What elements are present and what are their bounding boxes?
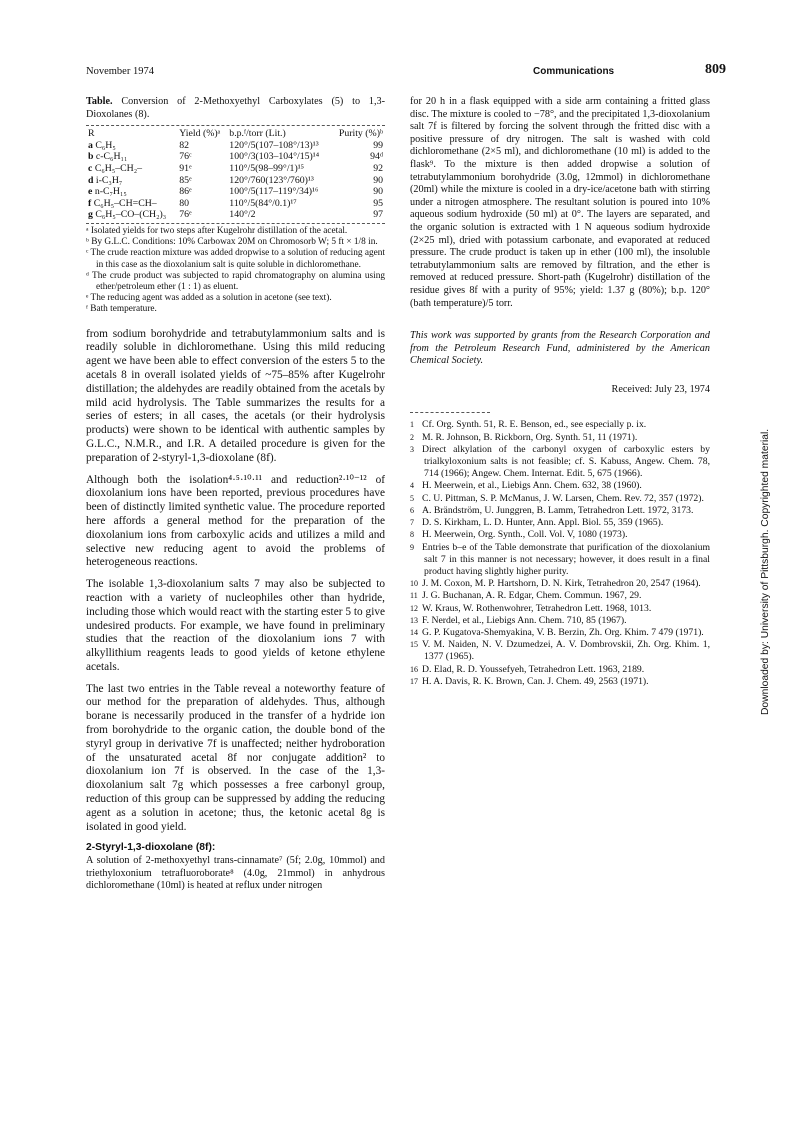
row-substituent: C₆H₅–CH₂–	[94, 162, 143, 174]
reference-item	[410, 517, 710, 529]
table-body	[86, 140, 385, 221]
table-footnote: ᵈ The crude product was subjected to rapid chromatography on alumina using ether/petroleum ether (1 : 1) as eluent.	[86, 270, 385, 292]
reference-number: 16	[410, 664, 418, 674]
row-substituent: c-C₆H₁₁	[95, 151, 128, 163]
row-substituent: C₆H₅–CH=CH–	[93, 197, 157, 209]
body-paragraph: Although both the isolation⁴·⁵·¹⁰·¹¹ and reduction²·¹⁰⁻¹² of dioxolanium ions have been reported, previous procedures have been of distinctly limited synthetic value. The procedure reported here affords a general method for the preparation of the dioxolanium ions from carboxylic acids and utilizes a mild and selective new reducing agent to avoid the problems of heterogeneous reactions.	[86, 473, 385, 569]
reference-text: V. M. Naiden, N. V. Dzumedzei, A. V. Dombrovskii, Zh. Org. Khim. 1, 1377 (1965).	[422, 639, 710, 663]
body-paragraph: The last two entries in the Table reveal a noteworthy feature of our method for the preparation of aldehydes. Thus, although borane is necessarily produced in the transfer of a hydride ion from borohydride to the organic cation, the double bond of the styryl group in derivative 7f is unaffected; neither hydroboration of the unsaturated acetal 8f nor conjugate addition² to dioxolanium ion 7f is observed. In the case of the 1,3-dioxolanium salt 7g which possesses a free carbonyl group, reduction of this group can be suppressed by adding the reducing agent as a solution in acetone; thus, the ketonic acetal 8g is isolated in good yield.	[86, 682, 385, 833]
page-number: 809	[705, 62, 726, 77]
row-substituent: n-C₇H₁₅	[94, 186, 127, 198]
references-rule	[410, 412, 490, 413]
reference-item	[410, 578, 710, 590]
table-header-row	[86, 128, 385, 140]
cell-purity: 92	[373, 162, 383, 174]
reference-text: J. G. Buchanan, A. R. Edgar, Chem. Commun. 1967, 29.	[422, 590, 642, 602]
table-top-rule	[86, 125, 385, 126]
reference-item	[410, 664, 710, 676]
reference-number: 4	[410, 481, 414, 491]
table-row	[86, 175, 385, 187]
cell-yield: 76ᵉ	[179, 209, 192, 221]
reference-number: 10	[410, 579, 418, 589]
cell-yield: 80	[179, 197, 190, 209]
reference-item	[410, 542, 710, 579]
acknowledgement: This work was supported by grants from the Research Corporation and from the Petroleum Research Fund, administered by the American Chemical Society.	[410, 330, 710, 367]
reference-item	[410, 505, 710, 517]
cell-r	[86, 175, 177, 187]
download-watermark: Downloaded by: University of Pittsburgh. Copyrighted material.	[760, 428, 771, 715]
cell-bp: 140°/2	[229, 209, 256, 221]
table-row	[86, 140, 385, 152]
row-label: e	[88, 186, 93, 198]
reference-text: Cf. Org. Synth. 51, R. E. Benson, ed., see especially p. ix.	[422, 419, 647, 431]
reference-text: G. P. Kugatova-Shemyakina, V. B. Berzin, Zh. Org. Khim. 7 479 (1971).	[422, 626, 704, 638]
cell-yield: 82	[179, 139, 190, 151]
table-footnote: ᵇ By G.L.C. Conditions: 10% Carbowax 20M on Chromosorb W; 5 ft × 1/8 in.	[86, 237, 378, 248]
reference-number: 3	[410, 444, 414, 454]
table-row	[86, 198, 385, 210]
right-column	[410, 96, 710, 688]
table-footnote: ᵉ The reducing agent was added as a solution in acetone (see text).	[86, 293, 332, 304]
reference-number: 8	[410, 530, 414, 540]
cell-purity: 99	[373, 139, 383, 151]
row-label: b	[88, 151, 94, 163]
table-row	[86, 163, 385, 175]
reference-item	[410, 480, 710, 492]
reference-item	[410, 639, 710, 663]
table-footnote: ᵃ Isolated yields for two steps after Kugelrohr distillation of the acetal.	[86, 225, 348, 236]
reference-text: D. Elad, R. D. Youssefyeh, Tetrahedron Lett. 1963, 2189.	[422, 663, 645, 675]
reference-item	[410, 419, 710, 431]
reference-item	[410, 615, 710, 627]
reference-item	[410, 627, 710, 639]
reference-text: A. Brändström, U. Junggren, B. Lamm, Tetrahedron Lett. 1972, 3173.	[422, 504, 694, 516]
reference-number: 12	[410, 603, 418, 613]
running-header-date: November 1974	[86, 66, 154, 77]
running-header-section: Communications	[533, 66, 615, 77]
table-caption-text: Conversion of 2-Methoxyethyl Carboxylates (5) to 1,3-Dioxolanes (8).	[86, 96, 385, 120]
table-footnotes	[86, 226, 385, 316]
col-header-r: R	[88, 128, 95, 140]
reference-text: D. S. Kirkham, L. D. Hunter, Ann. Appl. Biol. 55, 359 (1965).	[422, 517, 664, 529]
cell-r	[86, 198, 177, 210]
reference-number: 14	[410, 627, 418, 637]
procedure-continuation: for 20 h in a flask equipped with a side arm containing a fritted glass disc. The mixture is cooled to −78°, and the precipitated 1,3-dioxolanium salt 7f is filtered by forcing the solvent through the fritted disc with a positive pressure of dry nitrogen. The salt is washed with cold dichloromethane (2×5 ml), and dichloromethane (10 ml) is added to the flask⁹. To the mixture is then added dropwise a solution of tetrabutylammonium borohydride (3.0g, 12mmol) in dichloromethane (20ml) while the mixture is cooled in a dry-ice/acetone bath with stirring under a nitrogen atmosphere. The resultant solution is poured into 10% aqueous sodium hydroxide (50 ml) at 0°. The layers are separated, and the organic solution is extracted with 1 N aqueous sodium hydroxide (2×25 ml), dried with potassium carbonate, and evaporated at reduced pressure. The crude product is taken up in ether (100 ml), the insoluble tetrabutylammonium salts are removed by filtration, and the ether is removed at reduced pressure. Short-path (Kugelrohr) distillation of the residue gives 8f with a purity of 95%; yield: 1.37 g (80%); b.p. 120° (bath temperature)/5 torr.	[410, 96, 710, 309]
cell-bp: 120°/760(123°/760)¹³	[229, 174, 314, 186]
cell-yield: 86ᵉ	[179, 186, 192, 198]
reference-item	[410, 676, 710, 688]
table-bottom-rule	[86, 223, 385, 224]
row-label: c	[88, 162, 93, 174]
reference-number: 6	[410, 505, 414, 515]
row-substituent: i-C₃H₇	[95, 174, 123, 186]
reference-item	[410, 444, 710, 481]
table-caption-label: Table.	[86, 96, 113, 107]
row-label: g	[88, 209, 93, 221]
row-label: a	[88, 139, 93, 151]
reference-item	[410, 590, 710, 602]
table-row	[86, 186, 385, 198]
cell-bp: 110°/5(98–99°/1)¹⁵	[229, 162, 305, 174]
cell-r	[86, 186, 177, 198]
reference-text: C. U. Pittman, S. P. McManus, J. W. Larsen, Chem. Rev. 72, 357 (1972).	[422, 492, 704, 504]
reference-number: 13	[410, 615, 418, 625]
body-paragraph: from sodium borohydride and tetrabutylammonium salts and is readily soluble in dichloromethane. Using this mild reducing agent we have been able to effect conversion of the esters 5 to the acetals 8 in overall isolated yields of ~75–85% after Kugelrohr distillation; the aldehydes are readily obtained from the acetals by mild acid hydrolysis. The Table summarizes the results for a series of esters; in all cases, the acetals (or their hydrolysis products) were shown to be identical with authentic samples by G.L.C., N.M.R., and I.R. A detailed procedure is given for the preparation of 2-styryl-1,3-dioxolane (8f).	[86, 327, 385, 464]
reference-number: 15	[410, 640, 418, 650]
conversion-table	[86, 128, 385, 221]
references-list	[410, 419, 710, 687]
cell-r	[86, 140, 177, 152]
row-label: d	[88, 174, 94, 186]
reference-text: Entries b–e of the Table demonstrate that purification of the dioxolanium salt 7 in this manner is not necessary; however, it does result in a final product having slightly higher purity.	[422, 541, 710, 577]
cell-bp: 110°/5(84°/0.1)¹⁷	[229, 197, 297, 209]
reference-number: 5	[410, 493, 414, 503]
cell-purity: 97	[373, 209, 383, 221]
body-paragraph: The isolable 1,3-dioxolanium salts 7 may also be subjected to reaction with a variety of nucleophiles other than hydride, including those which would react with the starting ester 5 to give undesired products. For example, we have found in preliminary studies that the reaction of the dioxolanium ions 7 with alkyllithium reagents leads to good yields of ketone ethylene acetals.	[86, 578, 385, 673]
reference-text: H. Meerwein, et al., Liebigs Ann. Chem. 632, 38 (1960).	[422, 480, 642, 492]
cell-purity: 95	[373, 197, 383, 209]
cell-purity: 90	[373, 186, 383, 198]
reference-number: 11	[410, 591, 418, 601]
procedure-heading: 2-Styryl-1,3-dioxolane (8f):	[86, 842, 216, 854]
cell-r	[86, 151, 177, 163]
cell-bp: 100°/5(117–119°/34)¹⁶	[229, 186, 319, 198]
cell-r	[86, 163, 177, 175]
reference-text: M. R. Johnson, B. Rickborn, Org. Synth. 51, 11 (1971).	[422, 431, 638, 443]
reference-text: H. A. Davis, R. K. Brown, Can. J. Chem. 49, 2563 (1971).	[422, 675, 649, 687]
table-row	[86, 151, 385, 163]
reference-text: H. Meerwein, Org. Synth., Coll. Vol. V, 1080 (1973).	[422, 529, 628, 541]
reference-text: F. Nerdel, et al., Liebigs Ann. Chem. 710, 85 (1967).	[422, 614, 627, 626]
reference-number: 7	[410, 518, 414, 528]
cell-bp: 100°/3(103–104°/15)¹⁴	[229, 151, 320, 163]
reference-item	[410, 529, 710, 541]
reference-text: W. Kraus, W. Rothenwohrer, Tetrahedron Lett. 1968, 1013.	[422, 602, 652, 614]
cell-purity: 94ᵈ	[370, 151, 383, 163]
table-caption	[86, 96, 385, 121]
col-header-purity: Purity (%)ᵇ	[338, 128, 383, 140]
cell-yield: 85ᵉ	[179, 174, 192, 186]
reference-number: 9	[410, 542, 414, 552]
reference-text: Direct alkylation of the carbonyl oxygen of carboxylic esters by trialkyloxonium salts is not feasible; cf. S. Kabuss, Angew. Chem. 78, 714 (1966); Angew. Chem. Internat. Edit. 5, 675 (1966).	[422, 443, 710, 480]
cell-yield: 91ᵉ	[179, 162, 192, 174]
received-date: Received: July 23, 1974	[611, 383, 710, 395]
left-body-text	[86, 328, 385, 835]
cell-r	[86, 209, 177, 221]
reference-item	[410, 432, 710, 444]
reference-number: 17	[410, 676, 418, 686]
row-label: f	[88, 197, 92, 209]
reference-item	[410, 603, 710, 615]
left-column	[86, 96, 385, 893]
row-substituent: C₆H₅–CO–(CH₂)₃	[95, 209, 167, 221]
table-row	[86, 209, 385, 221]
reference-text: J. M. Coxon, M. P. Hartshorn, D. N. Kirk, Tetrahedron 20, 2547 (1964).	[422, 578, 701, 590]
cell-bp: 120°/5(107–108°/13)¹³	[229, 139, 319, 151]
table-footnote: ᶜ The crude reaction mixture was added dropwise to a solution of reducing agent in this case as the dioxolanium salt is quite soluble in dichloromethane.	[86, 248, 385, 270]
reference-item	[410, 493, 710, 505]
col-header-bp: b.p.ᶠ/torr (Lit.)	[229, 128, 286, 140]
table-footnote: ᶠ Bath temperature.	[86, 304, 157, 315]
cell-yield: 76ᶜ	[179, 151, 192, 163]
procedure-text: A solution of 2-methoxyethyl trans-cinnamate⁷ (5f; 2.0g, 10mmol) and triethyloxonium tetrafluoroborate⁸ (4.0g, 21mmol) in anhydrous dichloromethane (10ml) is heated at reflux under nitrogen	[86, 855, 385, 892]
col-header-yield: Yield (%)ᵃ	[179, 128, 221, 140]
cell-purity: 90	[373, 174, 383, 186]
row-substituent: C₆H₅	[95, 139, 116, 151]
reference-number: 2	[410, 432, 414, 442]
reference-number: 1	[410, 420, 414, 430]
